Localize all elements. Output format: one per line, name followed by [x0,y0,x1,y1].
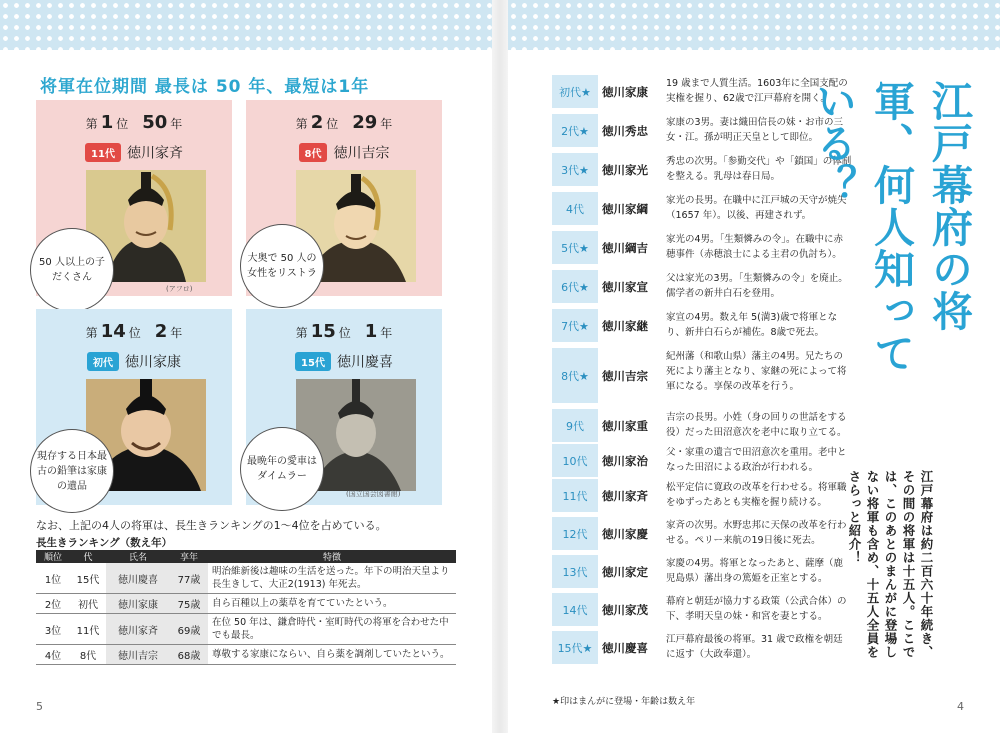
generation-label: 5代★ [552,231,598,264]
table-header-row [36,550,456,563]
table-title: 長生きランキング（数え年） [36,537,173,549]
list-item [552,631,852,664]
shogun-name: 徳川家斉 [126,145,183,162]
generation-badge: 初代 [87,352,119,371]
cell-rank: 2位 [36,594,70,614]
shogun-name: 徳川家綱 [602,201,648,216]
generation-label: 13代 [552,555,598,588]
shogun-description: 19 歳まで人質生活。1603年に全国支配の実権を握り、62歳で江戸幕府を開く。 [666,78,848,104]
rank-suffix: 位 [116,117,129,131]
list-item [552,555,852,588]
generation-label: 初代★ [552,75,598,108]
generation-label: 6代★ [552,270,598,303]
cell-name: 徳川慶喜 [106,563,170,594]
rank-suffix: 位 [128,326,141,340]
generation-label: 11代 [552,479,598,512]
card-yoshinobu [246,309,442,505]
reign-years: 50 [142,112,168,133]
list-item [552,348,852,403]
rank-prefix: 第 [295,326,308,340]
rank-label [36,112,232,133]
shogun-description: 秀忠の次男。「参勤交代」や「鎖国」の体制を整える。乳母は春日局。 [666,156,852,182]
generation-label: 3代★ [552,153,598,186]
shogun-name-row [36,351,232,372]
right-page [508,0,1000,733]
shogun-description: 家光の4男。「生類憐みの令」。在職中に赤穂事件（赤穂浪士による主君の仇討ち）。 [666,234,844,260]
shogun-description: 紀州藩（和歌山県）藩主の4男。兄たちの死により藩主となり、家継の死によって将軍になる。享保の改革を行う。 [666,351,847,392]
generation-label: 12代 [552,517,598,550]
col-generation: 代 [70,550,106,563]
shogun-name-row [246,142,442,163]
generation-label: 7代★ [552,309,598,342]
rank-number: 2 [310,112,324,133]
table-row [36,645,456,665]
shogun-name-row [36,142,232,163]
cell-feature: 尊敬する家康にならい、自ら薬を調剤していたという。 [208,645,456,665]
shogun-name: 徳川綱吉 [602,240,648,255]
generation-badge: 8代 [299,143,328,162]
rank-label [36,321,232,342]
rank-label [246,112,442,133]
shogun-description: 吉宗の長男。小姓（身の回りの世話をする役）だった田沼意次を老中に取り立てる。 [666,412,847,438]
rank-prefix: 第 [295,117,308,131]
longevity-table [36,550,456,665]
rank-label [246,321,442,342]
col-name: 氏名 [106,550,170,563]
rank-number: 1 [100,112,114,133]
shogun-name: 徳川家継 [602,318,648,333]
shogun-description: 松平定信に寛政の改革を行わせる。将軍職をゆずったあとも実権を握り続ける。 [666,482,847,508]
generation-label: 14代 [552,593,598,626]
shogun-name: 徳川慶喜 [336,354,393,371]
shogun-name: 徳川慶喜 [602,640,648,655]
list-item [552,231,852,264]
cell-name: 徳川家斉 [106,614,170,645]
image-credit: (アフロ) [166,285,193,293]
cell-rank: 1位 [36,563,70,594]
rank-prefix: 第 [85,117,98,131]
table-row [36,614,456,645]
generation-label: 4代 [552,192,598,225]
card-ieyasu [36,309,232,505]
shogun-description: 幕府と朝廷が協力する政策（公武合体）の下、孝明天皇の妹・和宮を妻とする。 [666,596,847,622]
col-age: 享年 [170,550,208,563]
shogun-description: 家慶の4男。将軍となったあと、薩摩（鹿児島県）藩出身の篤姫を正室とする。 [666,558,844,584]
generation-label: 10代 [552,444,598,477]
caption-bubble: 現存する日本最古の鉛筆は家康の遺品 [30,429,114,513]
shogun-description: 家康の3男。妻は織田信長の妹・お市の三女・江。孫が明正天皇として即位。 [666,117,844,143]
list-item [552,444,852,477]
cell-age: 68歳 [170,645,208,665]
shogun-name: 徳川家光 [602,162,648,177]
left-page [0,0,492,733]
shogun-name: 徳川家慶 [602,526,648,541]
rank-suffix: 位 [326,117,339,131]
rank-number: 14 [100,321,126,342]
years-unit: 年 [380,117,393,131]
cell-feature: 在位 50 年は、鎌倉時代・室町時代の将軍を合わせた中でも最長。 [208,614,456,645]
caption-bubble: 最晩年の愛車はダイムラー [240,427,324,511]
image-credit: (国立国会図書館) [346,490,401,498]
shogun-description: 家宣の4男。数え年 5(満3)歳で将軍となり、新井白石らが補佐。8歳で死去。 [666,312,838,338]
footnote: ★印はまんがに登場・年齢は数え年 [552,697,696,707]
cell-generation: 11代 [70,614,106,645]
list-item [552,593,852,626]
generation-badge: 11代 [85,143,121,162]
caption-bubble: 50 人以上の子だくさん [30,228,114,312]
generation-label: 8代★ [552,348,598,403]
shogun-name: 徳川家重 [602,418,648,433]
shogun-name: 徳川家治 [602,453,648,468]
list-item [552,517,852,550]
reign-years: 1 [364,321,378,342]
shogun-name: 徳川家定 [602,564,648,579]
reign-years: 29 [352,112,378,133]
page-number-left: 5 [36,700,43,713]
book-gutter [492,0,508,733]
shogun-name: 徳川家康 [125,354,181,371]
page-title-vertical: 江戸幕府の将軍、何人知っている？ [809,80,973,374]
cell-age: 69歳 [170,614,208,645]
shogun-description: 父は家光の3男。「生類憐みの令」を廃止。儒学者の新井白石を登用。 [666,273,848,299]
shogun-description: 江戸幕府最後の将軍。31 歳で政権を朝廷に返す（大政奉還）。 [666,634,843,660]
shogun-description: 家光の長男。在職中に江戸城の天守が焼失（1657 年）。以後、再建されず。 [666,195,847,221]
shogun-name-row [246,351,442,372]
cell-rank: 3位 [36,614,70,645]
caption-bubble: 大奥で 50 人の女性をリストラ [240,224,324,308]
card-yoshimune [246,100,442,296]
cell-generation: 15代 [70,563,106,594]
cell-age: 77歳 [170,563,208,594]
list-item [552,479,852,512]
cell-name: 徳川吉宗 [106,645,170,665]
generation-label: 15代★ [552,631,598,664]
shogun-name: 徳川家宣 [602,279,648,294]
years-unit: 年 [380,326,393,340]
cell-feature: 明治維新後は趣味の生活を送った。年下の明治天皇より長生きして、大正2(1913) 年死去。 [208,563,456,594]
cell-generation: 初代 [70,594,106,614]
reign-years: 2 [154,321,168,342]
rank-number: 15 [310,321,336,342]
rank-prefix: 第 [85,326,98,340]
shogun-description: 父・家重の遺言で田沼意次を重用。老中となった田沼による政治が行われる。 [666,447,847,473]
page-number-right: 4 [957,700,964,713]
ranking-intro: なお、上記の4人の将軍は、長生きランキングの1〜4位を占めている。 [36,519,387,532]
table-row [36,563,456,594]
generation-label: 2代★ [552,114,598,147]
list-item [552,309,852,342]
cell-age: 75歳 [170,594,208,614]
card-ienari [36,100,232,296]
cell-rank: 4位 [36,645,70,665]
shogun-name: 徳川家斉 [602,488,648,503]
shogun-name: 徳川吉宗 [602,368,648,383]
shogun-description: 家斉の次男。水野忠邦に天保の改革を行わせる。ペリー来航の19日後に死去。 [666,520,847,546]
generation-label: 9代 [552,409,598,442]
rank-suffix: 位 [338,326,351,340]
shogun-name: 徳川秀忠 [602,123,648,138]
list-item [552,270,852,303]
years-unit: 年 [170,326,183,340]
years-unit: 年 [170,117,183,131]
shogun-name: 徳川吉宗 [333,145,390,162]
intro-text-vertical: 江戸幕府は約二百六十年続き、その間の将軍は十五人。ここでは、このあとのまんがに登場しない将軍も含め、十五人全員をさらっと紹介！ [847,470,934,659]
table-row [36,594,456,614]
shogun-name: 徳川家康 [602,84,648,99]
cell-generation: 8代 [70,645,106,665]
col-feature: 特徴 [208,550,456,563]
generation-badge: 15代 [295,352,331,371]
section-title: 将軍在位期間 最長は 50 年、最短は1年 [40,77,370,97]
cell-feature: 自ら百種以上の薬草を育てていたという。 [208,594,456,614]
cell-name: 徳川家康 [106,594,170,614]
col-rank: 順位 [36,550,70,563]
list-item [552,409,852,442]
shogun-name: 徳川家茂 [602,602,648,617]
